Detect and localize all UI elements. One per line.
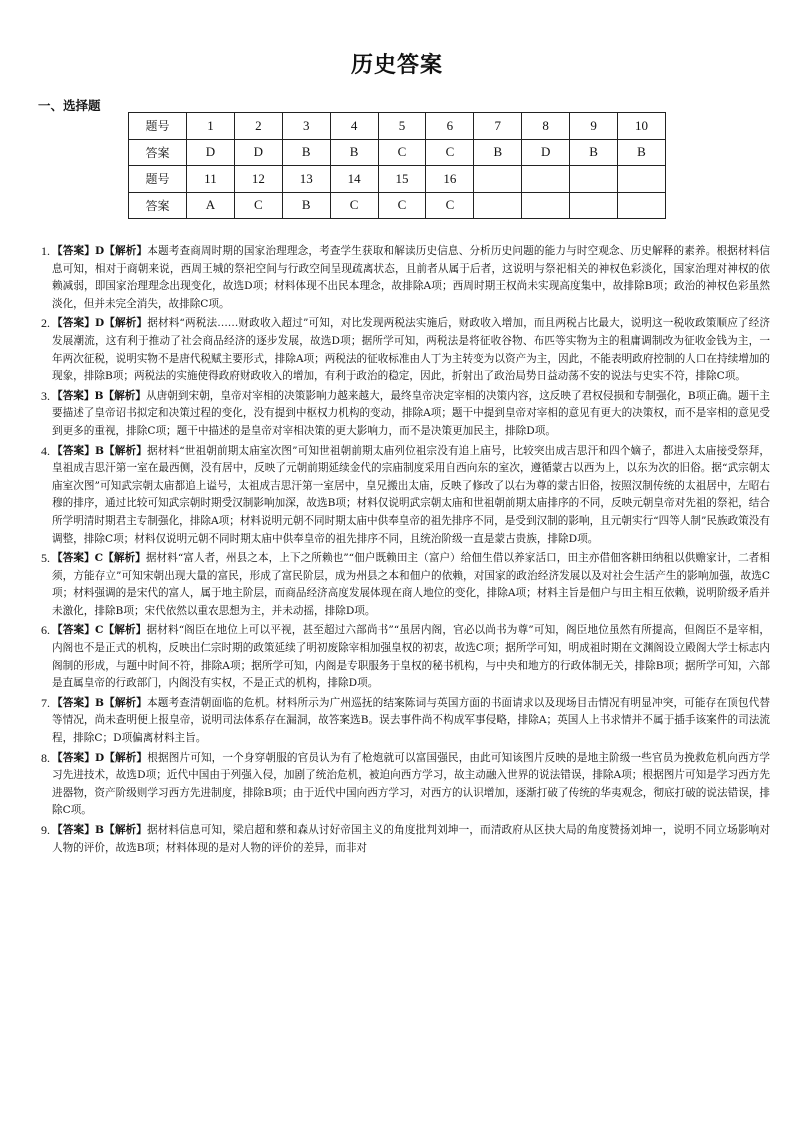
table-cell: B: [282, 139, 330, 166]
table-cell: [570, 192, 618, 219]
answer-lead: 【答案】D【解析】: [52, 317, 148, 330]
item-number: 9.: [41, 823, 50, 837]
table-cell: 10: [618, 113, 666, 140]
list-item: [30, 315, 770, 385]
list-item: [30, 388, 770, 441]
row-header: 答案: [129, 192, 187, 219]
table-cell: 1: [187, 113, 235, 140]
table-cell: B: [282, 192, 330, 219]
table-cell: 5: [378, 113, 426, 140]
table-row: [129, 166, 666, 193]
list-item: [30, 550, 770, 620]
answer-lead: 【答案】B【解析】: [52, 696, 148, 709]
item-number: 6.: [41, 623, 50, 638]
item-number: 5.: [41, 551, 50, 566]
table-cell: 9: [570, 113, 618, 140]
table-row: [129, 192, 666, 219]
explanation-text: 据材料“阁臣在地位上可以平视，甚至超过六部尚书”“虽居内阁，官必以尚书为尊”可知，阁臣地位虽然有所提高，但阁臣不是宰相，内阁也不是正式的机构，反映出仁宗时期的政策延续了明初废除宰相加强皇权的初衷，故选C项；据所学可知，明成祖时期在文渊阁设立殿阁大学士标志内阁制的形成，与题中时间不符，排除A项；据所学可知，内阁是专职服务于皇权的秘书机构，与中央和地方的行政体制无关，排除B项；据所学可知，六部是直属皇帝的行政部门，内阁没有实权，不是正式的机构，排除D项。: [52, 624, 770, 690]
table-cell: D: [234, 139, 282, 166]
table-cell: A: [187, 192, 235, 219]
table-cell: [474, 166, 522, 193]
list-item: [30, 822, 770, 857]
item-number: 4.: [41, 443, 50, 458]
table-cell: 11: [187, 166, 235, 193]
answer-lead: 【答案】B【解析】: [52, 389, 146, 402]
answer-lead: 【答案】D【解析】: [52, 245, 148, 257]
item-number: 7.: [41, 695, 50, 710]
item-number: 1.: [41, 244, 50, 258]
answer-lead: 【答案】C【解析】: [52, 624, 147, 637]
table-cell: D: [522, 139, 570, 166]
table-cell: 8: [522, 113, 570, 140]
table-row: [129, 139, 666, 166]
answer-lead: 【答案】B【解析】: [52, 824, 148, 836]
table-cell: C: [378, 192, 426, 219]
table-cell: [618, 166, 666, 193]
list-item: [30, 695, 770, 748]
row-header: 题号: [129, 166, 187, 193]
row-header: 题号: [129, 113, 187, 140]
table-cell: [618, 192, 666, 219]
section-heading: 一、选择题: [38, 98, 101, 113]
table-cell: 15: [378, 166, 426, 193]
table-cell: B: [570, 139, 618, 166]
table-cell: C: [426, 192, 474, 219]
list-item: [30, 443, 770, 549]
item-number: 2.: [41, 316, 50, 331]
list-item: [30, 622, 770, 692]
explanation-text: 本题考查清朝面临的危机。材料所示为广州巡抚的结案陈词与英国方面的书面请求以及现场目击情况有明显冲突，可能存在顶包代替等情况，尚未查明便上报皇帝，说明司法体系存在漏洞，故答案选B。误去事件尚不构成军事侵略，排除A；英国人上书求情并不属于插手该案件的司法流程，排除C；D项偏离材料主旨。: [52, 696, 770, 745]
table-cell: [570, 166, 618, 193]
table-cell: 12: [234, 166, 282, 193]
answer-lead: 【答案】B【解析】: [52, 444, 147, 457]
table-cell: 16: [426, 166, 474, 193]
table-row: [129, 113, 666, 140]
explanation-text: 根据图片可知，一个身穿朝服的官员认为有了枪炮就可以富国强民，由此可知该图片反映的是地主阶级一些官员为挽救危机向西方学习先进技术，故选D项；近代中国由于列强入侵，加剧了统治危机，被迫向西方学习，故主动融入世界的说法错误，排除A项；根据图片可知是学习西方先进器物，资产阶级则学习西方先进制度，排除B项；由于近代中国向西方学习，对西方的认识增加，逐渐打破了传统的华夷观念，彻底打破的说法错误，排除C项。: [52, 751, 770, 817]
explanation-text: 据材料“两税法……财政收入超过”可知，对比发现两税法实施后，财政收入增加，而且两税占比最大，说明这一税收政策顺应了经济发展潮流，这有利于推动了社会商品经济的逐步发展，故选D项；据所学可知，两税法是将征收谷物、布匹等实物为主的租庸调制改为征收金钱为主，一年两次征税，说明实物不是唐代税赋主要形式，排除A项；两税法的征收标准由人丁为主转变为以资产为主，因此，不能表明政府控制的人口在持续增加的现象，排除B项；两税法的实施使得政府财政收入的增加，有利于政治的稳定，因此，折射出了政治局势日益动荡不安的说法与史实不符，排除C项。: [52, 317, 770, 383]
table-cell: 7: [474, 113, 522, 140]
table-cell: 2: [234, 113, 282, 140]
explanation-text: 据材料“富人者，州县之本，上下之所赖也”“佃户既赖田主（富户）给佃生借以养家活口，田主亦借佃客耕田纳租以供赡家计，二者相须，方能存立”可知宋朝出现大量的富民，形成了富民阶层，成为州县之本和佃户的依赖，对国家的政治经济发展以及对社会生活产生的影响加强，故选C项；材料强调的是宋代的富人，属于地主阶层，而商品经济高度发展体现在商人地位的变化，排除A项；材料主旨是佃户与田主相互依赖，说明阶级矛盾并未激化，排除B项；宋代依然以重农思想为主，并未动摇，排除D项。: [52, 552, 770, 617]
table-cell: 14: [330, 166, 378, 193]
explanation-text: 本题考查商周时期的国家治理理念，考查学生获取和解读历史信息、分析历史问题的能力与时空观念、历史解释的素养。根据材料信息可知，相对于商朝来说，西周王城的祭祀空间与行政空间呈现疏离状态，且前者从属于后者，这说明与祭祀相关的神权色彩淡化，国家治理对神权的依赖减弱，即国家治理理念出现变化，故选D项；材料体现不出民本理念，故排除A项；西周时期王权尚未实现高度集中，故排除B项；政治的神权色彩虽然淡化，但并未完全消失，故排除C项。: [52, 245, 770, 310]
list-item: [30, 243, 770, 313]
table-cell: B: [330, 139, 378, 166]
table-cell: C: [426, 139, 474, 166]
list-item: [30, 750, 770, 820]
explanation-text: 据材料“世祖朝前期太庙室次图”可知世祖朝前期太庙列位祖宗没有追上庙号，比较突出成吉思汗和四个嫡子，都进入太庙接受祭拜，皇祖成吉思汗第一室在最西侧，没有居中，反映了元朝前期延续金代的宗庙制度采用自西向东的室次，遵循蒙古以西为上，以东为次的旧俗。据“武宗朝太庙室次图”可知武宗朝太庙都追上谥号，太祖成吉思汗第一室居中，皇兄搬出太庙，反映了修改了以右为尊的蒙古旧俗，按照汉制传统的太祖居中，左昭右穆的排序，通过比较可知武宗朝时期受汉制影响加深，故选B项；材料仅说明武宗朝太庙和世祖朝前期太庙排序的不同，反映元朝皇帝对先祖的祭祀，结合所学明清时期君主专制强化，排除A项；材料说明元朝不同时期太庙中供奉皇帝的祖先排序不同，是受到汉制的影响，且元朝实行“四等人制”民族政策没有调整，排除C项；材料仅说明元朝不同时期太庙中供奉皇帝的祖先排序不同，且统治阶级一直是蒙古贵族，排除D项。: [52, 444, 770, 545]
explanation-text: 从唐朝到宋朝，皇帝对宰相的决策影响力越来越大，最终皇帝决定宰相的决策内容，这反映了君权侵损和专制强化，B项正确。题干主要描述了皇帝诏书拟定和决策过程的变化，没有提到中枢权力机构的变动，排除A项；题干中提到皇帝对宰相的意见有更大的决策权，而不是宰相的意见受到更多的重视，排除C项；题干中描述的是皇帝对宰相决策的更大影响力，而不是决策更加民主，排除D项。: [52, 389, 770, 437]
row-header: 答案: [129, 139, 187, 166]
table-cell: C: [234, 192, 282, 219]
table-cell: 3: [282, 113, 330, 140]
table-cell: B: [474, 139, 522, 166]
table-cell: C: [330, 192, 378, 219]
explanation-text: 据材料信息可知，梁启超和蔡和森从讨好帝国主义的角度批判刘坤一，而清政府从区抉大局的角度赞扬刘坤一，说明不同立场影响对人物的评价，故选B项；材料体现的是对人物的评价的差异，而非对: [52, 824, 770, 854]
page-title: 历史答案: [350, 53, 443, 78]
answer-lead: 【答案】C【解析】: [52, 552, 146, 565]
answer-table: [128, 112, 666, 219]
table-cell: [474, 192, 522, 219]
table-cell: [522, 166, 570, 193]
item-number: 3.: [41, 388, 50, 403]
table-cell: 13: [282, 166, 330, 193]
table-cell: C: [378, 139, 426, 166]
table-cell: B: [618, 139, 666, 166]
table-cell: [522, 192, 570, 219]
answer-lead: 【答案】D【解析】: [52, 751, 148, 764]
table-cell: D: [187, 139, 235, 166]
table-cell: 6: [426, 113, 474, 140]
table-cell: 4: [330, 113, 378, 140]
explanation-list: [30, 243, 770, 859]
item-number: 8.: [41, 750, 50, 765]
